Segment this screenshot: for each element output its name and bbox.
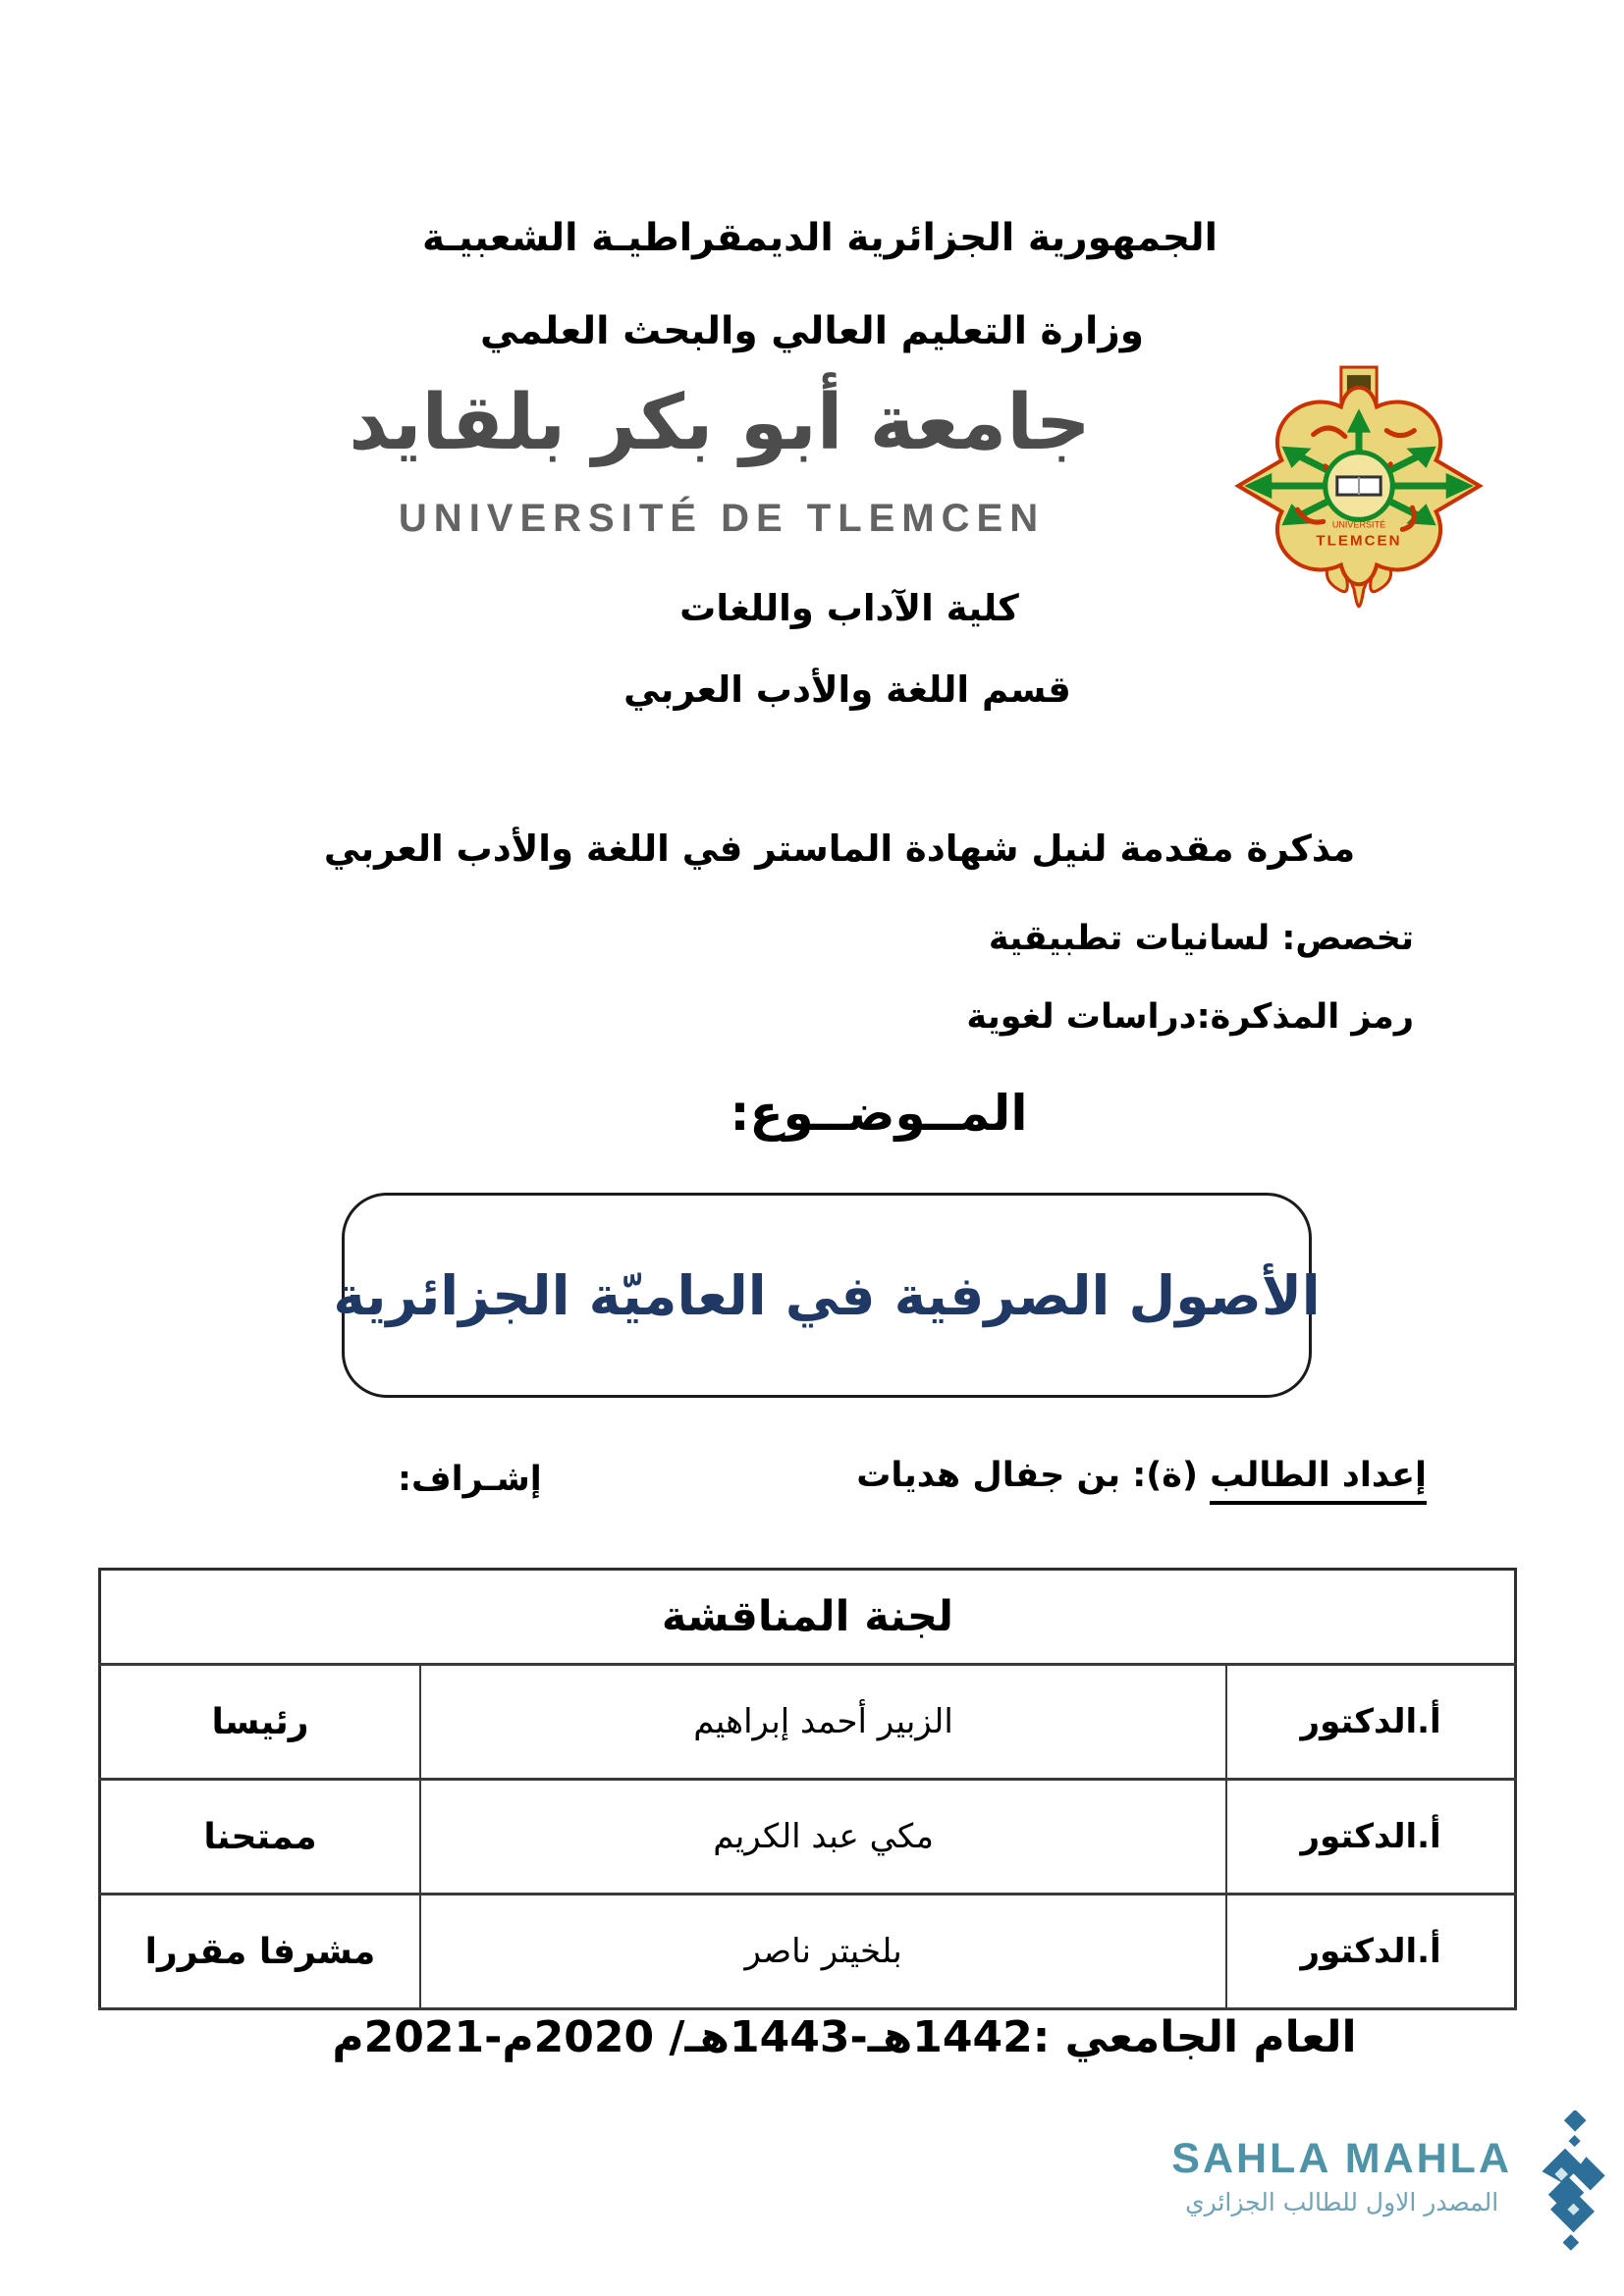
specialty-line: تخصص: لسانيات تطبيقية bbox=[988, 919, 1414, 958]
prepared-by-line bbox=[856, 1456, 1427, 1495]
memoir-statement: مذكرة مقدمة لنيل شهادة الماستر في اللغة والأدب العربي bbox=[323, 828, 1356, 870]
university-name-arabic: جامعة أبو بكر بلقايد bbox=[349, 379, 1091, 467]
academic-year-line: العام الجامعي :1442هـ-1443هـ/ 2020م-2021م bbox=[332, 2012, 1357, 2062]
thesis-title: الأصول الصرفية في العاميّة الجزائرية bbox=[333, 1263, 1321, 1327]
supervision-label: إشـراف: bbox=[398, 1460, 542, 1499]
tlemcen-university-seal-icon bbox=[1230, 363, 1488, 609]
committee-header-row bbox=[100, 1570, 1516, 1665]
student-name: (ة): بن جفال هديات bbox=[856, 1456, 1211, 1495]
seal-small-text: UNIVERSITÉ bbox=[1331, 519, 1386, 530]
member-name-cell: الزبير أحمد إبراهيم bbox=[420, 1665, 1226, 1780]
role-cell: ممتحنا bbox=[100, 1780, 420, 1895]
watermark-texts bbox=[1171, 2135, 1512, 2216]
member-name-cell: بلخيتر ناصر bbox=[420, 1895, 1226, 2009]
role-cell: رئيسا bbox=[100, 1665, 420, 1780]
thesis-title-box bbox=[333, 1193, 1321, 1398]
memoir-code-line: رمز المذكرة:دراسات لغوية bbox=[966, 997, 1414, 1037]
republic-line: الجمهورية الجزائرية الديمقراطيـة الشعبيـة bbox=[421, 216, 1218, 260]
ministry-line: وزارة التعليم العالي والبحث العلمي bbox=[479, 309, 1145, 353]
degree-cell: أ.الدكتور bbox=[1226, 1780, 1515, 1895]
table-row bbox=[100, 1665, 1516, 1780]
sahla-mahla-watermark bbox=[1171, 2110, 1618, 2258]
degree-cell: أ.الدكتور bbox=[1226, 1665, 1515, 1780]
watermark-tagline: المصدر الاول للطالب الجزائري bbox=[1185, 2188, 1499, 2216]
degree-cell: أ.الدكتور bbox=[1226, 1895, 1515, 2009]
faculty-line: كلية الآداب واللغات bbox=[679, 587, 1019, 629]
committee-title: لجنة المناقشة bbox=[100, 1570, 1516, 1665]
prepared-by-label: إعداد الطالب bbox=[1210, 1456, 1427, 1505]
university-name-french: UNIVERSITÉ DE TLEMCEN bbox=[398, 497, 1046, 540]
committee-table bbox=[98, 1568, 1517, 2010]
table-row bbox=[100, 1780, 1516, 1895]
member-name-cell: مكي عبد الكريم bbox=[420, 1780, 1226, 1895]
table-row bbox=[100, 1895, 1516, 2009]
watermark-brand: SAHLA MAHLA bbox=[1171, 2135, 1512, 2182]
sahla-mahla-kufic-emblem-icon bbox=[1512, 2110, 1618, 2258]
role-cell: مشرفا مقررا bbox=[100, 1895, 420, 2009]
subject-label: المــوضــوع: bbox=[730, 1085, 1028, 1142]
department-line: قسم اللغة والأدب العربي bbox=[623, 668, 1071, 711]
seal-city-text: TLEMCEN bbox=[1316, 532, 1402, 550]
